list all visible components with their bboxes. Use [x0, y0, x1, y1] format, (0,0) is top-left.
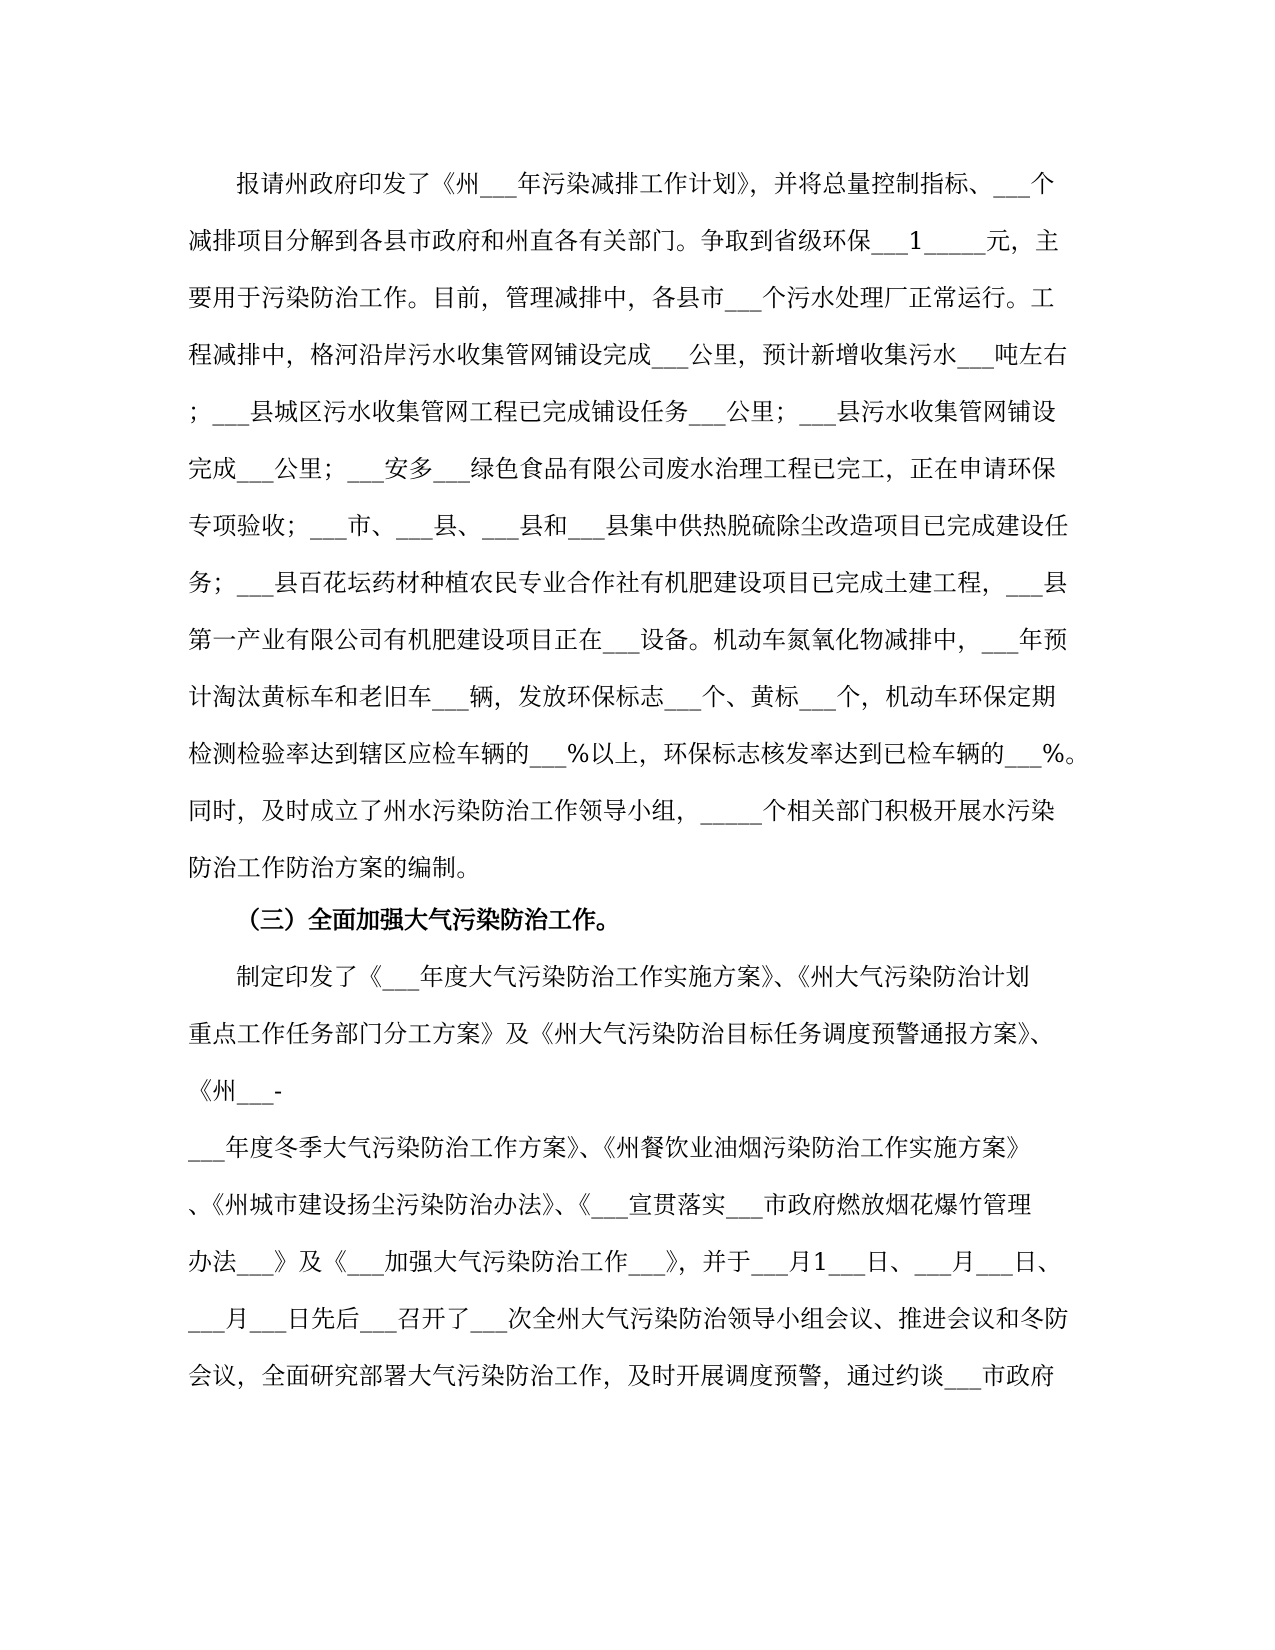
- paragraph-1-line-1: 报请州政府印发了《州___年污染减排工作计划》，并将总量控制指标、___个: [236, 170, 1055, 198]
- paragraph-2-line-2: 重点工作任务部门分工方案》及《州大气污染防治目标任务调度预警通报方案》、: [188, 1020, 1055, 1048]
- paragraph-1-line-3: 要用于污染防治工作。目前，管理减排中，各县市___个污水处理厂正常运行。工: [188, 284, 1055, 312]
- paragraph-2-line-1: 制定印发了《___年度大气污染防治工作实施方案》、《州大气污染防治计划: [236, 963, 1030, 991]
- paragraph-1-line-5: ；___县城区污水收集管网工程已完成铺设任务___公里；___县污水收集管网铺设: [188, 398, 1056, 426]
- paragraph-1-line-6: 完成___公里；___安多___绿色食品有限公司废水治理工程已完工，正在申请环保: [188, 455, 1056, 483]
- paragraph-1-line-9: 第一产业有限公司有机肥建设项目正在___设备。机动车氮氧化物减排中，___年预: [188, 626, 1068, 654]
- paragraph-1-line-13: 防治工作防治方案的编制。: [188, 854, 481, 882]
- paragraph-2-line-6: 办法___》及《___加强大气污染防治工作___》，并于___月1___日、___月___日、: [188, 1248, 1063, 1276]
- paragraph-1-line-7: 专项验收；___市、___县、___县和___县集中供热脱硫除尘改造项目已完成建设任: [188, 512, 1069, 540]
- paragraph-1-line-11: 检测检验率达到辖区应检车辆的___%以上，环保标志核发率达到已检车辆的___%。: [188, 740, 1090, 768]
- paragraph-2-line-4: ___年度冬季大气污染防治工作方案》、《州餐饮业油烟污染防治工作实施方案》: [188, 1134, 1031, 1162]
- paragraph-2-line-3: 《州___-: [188, 1077, 283, 1105]
- paragraph-2-line-7: ___月___日先后___召开了___次全州大气污染防治领导小组会议、推进会议和冬防: [188, 1305, 1069, 1333]
- paragraph-1-line-4: 程减排中，格河沿岸污水收集管网铺设完成___公里，预计新增收集污水___吨左右: [188, 341, 1068, 369]
- paragraph-1-line-10: 计淘汰黄标车和老旧车___辆，发放环保标志___个、黄标___个，机动车环保定期: [188, 683, 1056, 711]
- paragraph-2-line-5: 、《州城市建设扬尘污染防治办法》、《___宣贯落实___市政府燃放烟花爆竹管理: [188, 1191, 1032, 1219]
- paragraph-1-line-12: 同时，及时成立了州水污染防治工作领导小组，_____个相关部门积极开展水污染: [188, 797, 1056, 825]
- paragraph-2-line-8: 会议，全面研究部署大气污染防治工作，及时开展调度预警，通过约谈___市政府: [188, 1362, 1055, 1390]
- paragraph-1-line-8: 务；___县百花坛药材种植农民专业合作社有机肥建设项目已完成土建工程，___县: [188, 569, 1068, 597]
- paragraph-1-line-2: 减排项目分解到各县市政府和州直各有关部门。争取到省级环保___1_____元，主: [188, 227, 1060, 255]
- section-heading: （三）全面加强大气污染防治工作。: [236, 905, 620, 934]
